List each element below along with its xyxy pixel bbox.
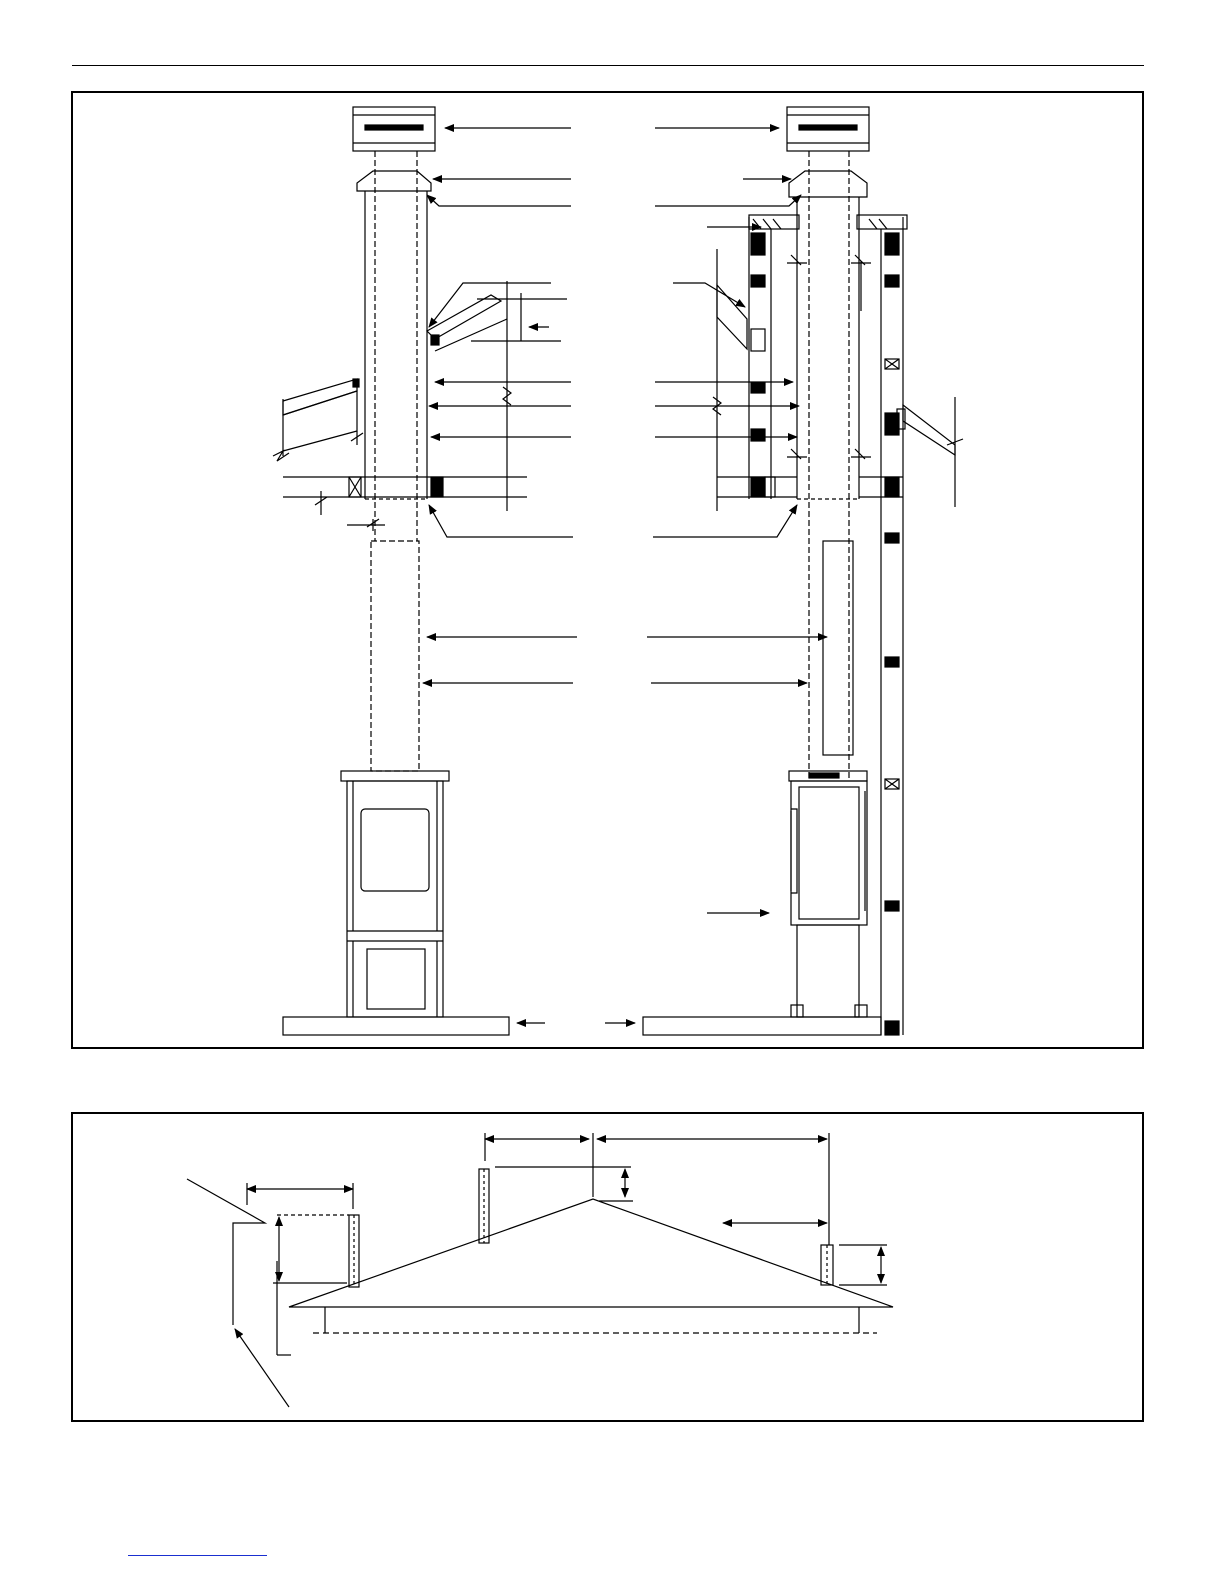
roof-right-a [717, 285, 747, 349]
adjacent-building [187, 1179, 265, 1325]
flue-pipe-left [371, 541, 419, 771]
gable-roof [289, 1199, 893, 1307]
roof-left-b [427, 295, 501, 339]
stove-log-compartment [367, 949, 425, 1009]
hearth-pad-right [643, 1017, 881, 1035]
left-elevation-view [273, 107, 527, 1035]
roof-clearance-drawing [73, 1114, 1146, 1424]
installation-elevation-figure [71, 91, 1144, 1049]
hearth-pad-left [283, 1017, 509, 1035]
callout-arrows [423, 128, 827, 1023]
header-rule [72, 65, 1144, 66]
roof-left-a [283, 379, 357, 415]
roof-clearance-figure [71, 1112, 1144, 1422]
storm-collar-left [357, 171, 431, 191]
roof-right-b [903, 405, 955, 455]
installation-elevation-drawing [73, 93, 1146, 1051]
stove-door-window [361, 809, 429, 891]
stove-top-left [341, 771, 449, 781]
stove-body-side [791, 781, 867, 925]
stove-base-side [797, 925, 859, 1017]
right-elevation-view [643, 107, 963, 1035]
storm-collar-right [789, 171, 867, 197]
footer-link-underline[interactable] [128, 1555, 267, 1556]
